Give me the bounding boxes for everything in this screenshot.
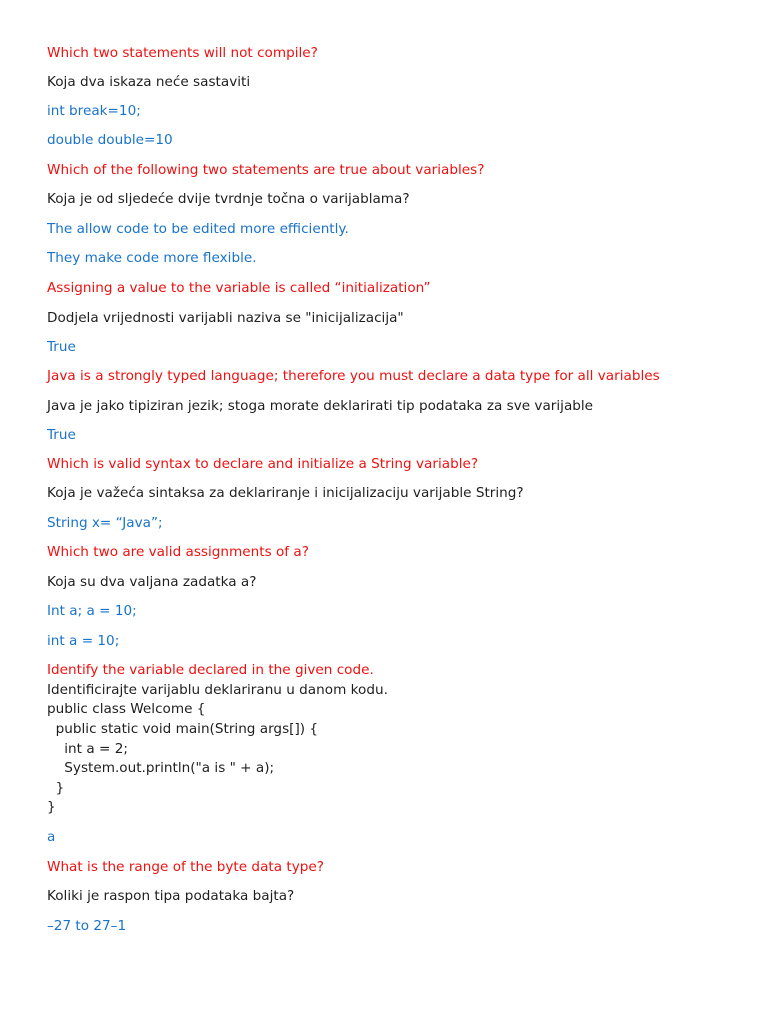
answer-text: int break=10; xyxy=(47,103,141,119)
translation-text: Koliki je raspon tipa podataka bajta? xyxy=(47,888,295,904)
answer-text: int a = 10; xyxy=(47,633,120,649)
question-text: Identify the variable declared in the given code. xyxy=(47,662,374,678)
answer-text: String x= “Java”; xyxy=(47,515,163,531)
answer-text: a xyxy=(47,829,56,845)
question-text: Which of the following two statements are true about variables? xyxy=(47,162,485,178)
answer-text: double double=10 xyxy=(47,132,173,148)
answer-text: Int a; a = 10; xyxy=(47,603,137,619)
translation-text: Dodjela vrijednosti varijabli naziva se "inicijalizacija" xyxy=(47,310,404,326)
code-line: public class Welcome { xyxy=(47,701,206,717)
answer-text: The allow code to be edited more efficiently. xyxy=(47,221,349,237)
code-line: public static void main(String args[]) { xyxy=(47,721,319,737)
question-text: Which two statements will not compile? xyxy=(47,45,318,61)
translation-text: Identificirajte varijablu deklariranu u danom kodu. xyxy=(47,682,388,698)
code-line: System.out.println("a is " + a); xyxy=(47,760,275,776)
translation-text: Java je jako tipiziran jezik; stoga morate deklarirati tip podataka za sve varijable xyxy=(47,398,594,414)
question-text: Which is valid syntax to declare and initialize a String variable? xyxy=(47,456,479,472)
code-line: int a = 2; xyxy=(47,741,128,757)
code-line: } xyxy=(47,799,56,815)
translation-text: Koja je od sljedeće dvije tvrdnje točna o varijablama? xyxy=(47,191,410,207)
question-text: Which two are valid assignments of a? xyxy=(47,544,309,560)
question-text: What is the range of the byte data type? xyxy=(47,859,324,875)
question-text: Java is a strongly typed language; therefore you must declare a data type for all variables xyxy=(47,368,660,384)
answer-text: True xyxy=(47,339,76,355)
answer-text: True xyxy=(47,427,76,443)
answer-text: They make code more flexible. xyxy=(47,250,257,266)
answer-text: –27 to 27–1 xyxy=(47,918,127,934)
translation-text: Koja je važeća sintaksa za deklariranje i inicijalizaciju varijable String? xyxy=(47,485,524,501)
question-text: Assigning a value to the variable is called “initialization” xyxy=(47,280,431,296)
code-line: } xyxy=(47,780,65,796)
translation-text: Koja su dva valjana zadatka a? xyxy=(47,574,257,590)
translation-text: Koja dva iskaza neće sastaviti xyxy=(47,74,251,90)
